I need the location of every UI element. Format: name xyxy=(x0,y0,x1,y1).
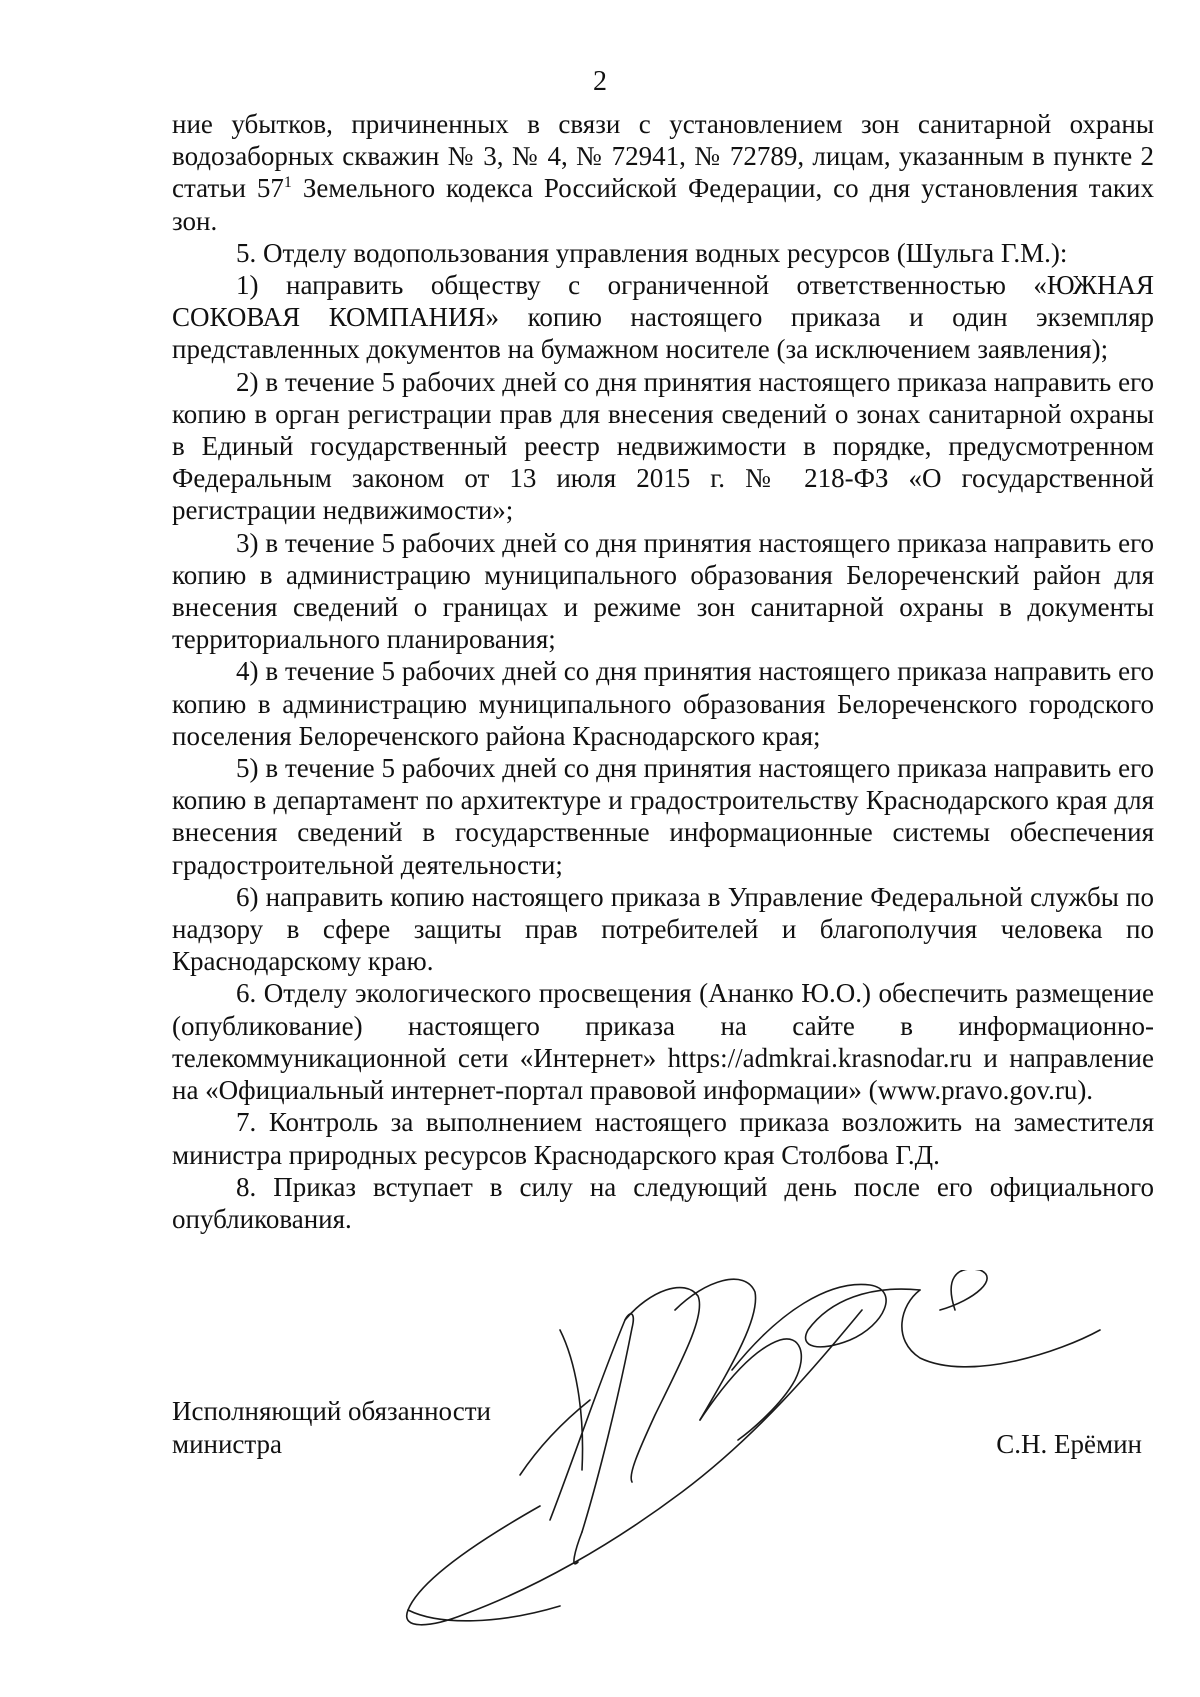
signatory-position-line-2: министра xyxy=(172,1429,283,1459)
paragraph-5-item-3: 3) в течение 5 рабочих дней со дня принятия настоящего приказа направить его копию в администрацию муниципального образования Белореченский район для внесения сведений о границах и режиме зон санитарной охраны в документы территориального планирования; xyxy=(172,527,1154,655)
document-body xyxy=(172,108,1154,1235)
paragraph-5-item-2: 2) в течение 5 рабочих дней со дня принятия настоящего приказа направить его копию в орган регистрации прав для внесения сведений о зонах санитарной охраны в Единый государственный реестр недвижимости в порядке, предусмотренном Федеральным законом от 13 июля 2015 г. № 218-ФЗ «О государственной регистрации недвижимости»; xyxy=(172,366,1154,526)
paragraph-6: 6. Отделу экологического просвещения (Ананко Ю.О.) обеспечить размещение (опубликование) настоящего приказа на сайте в информационно-телекоммуникационной сети «Интернет» https://admkrai.krasnodar.ru и направление на «Официальный интернет-портал правовой информации» (www.pravo.gov.ru). xyxy=(172,978,1154,1106)
paragraph-5-item-6: 6) направить копию настоящего приказа в Управление Федеральной службы по надзору в сфере защиты прав потребителей и благополучия человека по Краснодарскому краю. xyxy=(172,881,1154,977)
article-superscript: 1 xyxy=(283,174,292,192)
signatory-position-line-1: Исполняющий обязанности xyxy=(172,1396,491,1426)
paragraph-5-item-1: 1) направить обществу с ограниченной ответственностью «ЮЖНАЯ СОКОВАЯ КОМПАНИЯ» копию настоящего приказа и один экземпляр представленных документов на бумажном носителе (за исключением заявления); xyxy=(172,270,1154,365)
paragraph-intro-text: ние убытков, причиненных в связи с установлением зон санитарной охраны водозаборных скважин № 3, № 4, № 72941, № 72789, лицам, указанным в пункте 2 статьи 57 xyxy=(172,109,1154,204)
signatory-name: С.Н. Ерёмин xyxy=(996,1429,1142,1459)
paragraph-8: 8. Приказ вступает в силу на следующий день после его официального опубликования. xyxy=(172,1171,1154,1234)
page-number: 2 xyxy=(593,66,607,97)
paragraph-intro-text-end: Земельного кодекса Российской Федерации, со дня установления таких зон. xyxy=(172,173,1154,236)
paragraph-5-item-4: 4) в течение 5 рабочих дней со дня принятия настоящего приказа направить его копию в администрацию муниципального образования Белореченского городского поселения Белореченского района Краснодарского края; xyxy=(172,656,1154,751)
paragraph-5-item-5: 5) в течение 5 рабочих дней со дня принятия настоящего приказа направить его копию в департамент по архитектуре и градостроительству Краснодарского края для внесения сведений в государственные информационные системы обеспечения градостроительной деятельности; xyxy=(172,753,1154,880)
paragraph-intro xyxy=(172,108,1154,237)
paragraph-7: 7. Контроль за выполнением настоящего приказа возложить на заместителя министра природных ресурсов Краснодарского края Столбова Г.Д. xyxy=(172,1107,1154,1170)
paragraph-5: 5. Отделу водопользования управления водных ресурсов (Шульга Г.М.): xyxy=(236,237,1068,268)
